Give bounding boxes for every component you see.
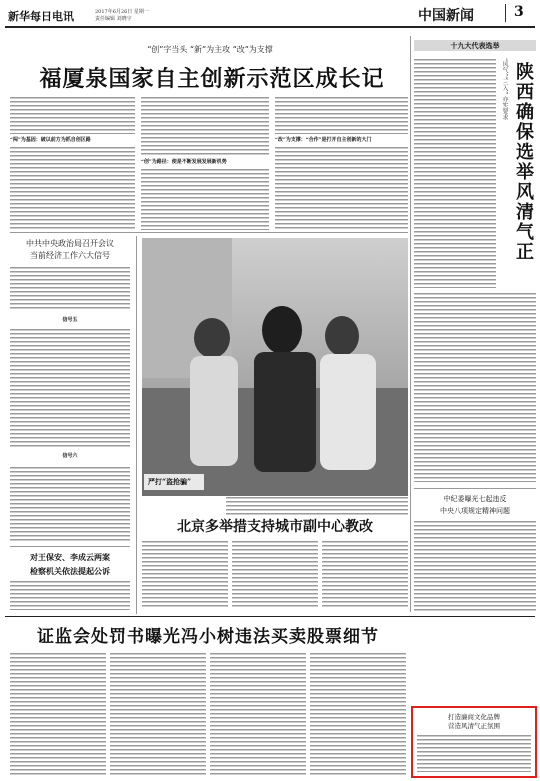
masthead-rule bbox=[5, 26, 535, 28]
left-headline-2: 当前经济工作六大信号 bbox=[30, 251, 110, 260]
lead-body-col-1 bbox=[10, 96, 135, 134]
boxed-body bbox=[417, 734, 531, 772]
left-bottom-headline-2: 检察机关依法提起公诉 bbox=[30, 566, 110, 576]
news-photo bbox=[142, 238, 408, 496]
signal-5-label: 信号五 bbox=[62, 317, 78, 323]
lead-body-col-3b bbox=[275, 146, 408, 230]
paper-name: 新华每日电讯 bbox=[8, 10, 74, 23]
right-headline-1: 中纪委曝光七起违反 bbox=[443, 495, 507, 503]
lead-headline: 福厦泉国家自主创新示范区成长记 bbox=[39, 66, 385, 92]
highlighted-article-box[interactable] bbox=[411, 706, 537, 778]
second-body-2 bbox=[232, 540, 318, 608]
boxed-title-2: 营造风清气正氛围 bbox=[448, 722, 500, 730]
left-col-rule bbox=[136, 236, 137, 614]
lead-subhead-1: “闯”为基因：破以前方为抓自创区路 bbox=[10, 137, 91, 143]
left-body-4 bbox=[10, 580, 130, 610]
page-number: 3 bbox=[514, 4, 524, 20]
second-body-3 bbox=[322, 540, 408, 608]
left-bottom-headline-1: 对王保安、李成云两案 bbox=[30, 552, 110, 562]
lead-subhead-3: “改”为支撑：“合作”是打开自主创新的大门 bbox=[275, 137, 372, 143]
lead-body-col-1b bbox=[10, 146, 135, 230]
section-name: 中国新闻 bbox=[418, 8, 474, 24]
editor-line: 责任编辑 刘晓宇 bbox=[95, 16, 132, 22]
bottom-body-2 bbox=[110, 652, 206, 776]
bottom-story-rule bbox=[5, 616, 535, 617]
lead-body-col-3 bbox=[275, 96, 408, 134]
sidebar-body-text-2 bbox=[414, 292, 536, 482]
photo-caption-label: 严打“盗抢骗” bbox=[148, 477, 192, 486]
sidebar-tag-bar bbox=[414, 40, 536, 51]
left-divider bbox=[10, 546, 130, 547]
sidebar-tag: 十九大代表选举 bbox=[450, 41, 500, 50]
bottom-body-1 bbox=[10, 652, 106, 776]
lead-kicker: “创”字当头 “新”为主攻 “改”为支撑 bbox=[147, 45, 273, 54]
lead-body-col-2 bbox=[141, 96, 269, 156]
sidebar-body-text bbox=[414, 58, 496, 288]
masthead bbox=[0, 0, 540, 28]
signal-6-label: 信号六 bbox=[62, 453, 78, 459]
bottom-body-4 bbox=[310, 652, 406, 776]
date-line: 2017年6月26日 星期一 bbox=[95, 9, 149, 15]
lead-subhead-2: “创”为路径：使是不断发展发展新机势 bbox=[141, 159, 227, 165]
left-body-2 bbox=[10, 328, 130, 448]
sidebar-vertical-title: 陕西确保选举风清气正 bbox=[513, 62, 534, 262]
bottom-body-3 bbox=[210, 652, 306, 776]
left-headline-1: 中共中央政治局召开会议 bbox=[26, 239, 114, 248]
sidebar-vertical-kicker: “风气”“三入” 亦实要求 bbox=[501, 58, 508, 121]
right-lower-divider bbox=[414, 488, 536, 489]
right-headline-2: 中央八项规定精神问题 bbox=[440, 507, 510, 515]
second-body-1 bbox=[142, 540, 228, 608]
left-body-1 bbox=[10, 266, 130, 310]
left-body-3 bbox=[10, 466, 130, 542]
right-col-rule bbox=[410, 36, 411, 612]
right-body-lower bbox=[414, 520, 536, 612]
bottom-headline: 证监会处罚书曝光冯小树违法买卖股票细节 bbox=[37, 627, 379, 647]
boxed-title-1: 打造廉商文化品牌 bbox=[448, 713, 500, 721]
second-headline: 北京多举措支持城市副中心教改 bbox=[177, 519, 373, 535]
photo-caption-text bbox=[226, 496, 408, 516]
lead-body-col-2b bbox=[141, 168, 269, 230]
lead-divider bbox=[10, 232, 408, 233]
masthead-divider bbox=[505, 4, 506, 22]
photo-illustration bbox=[142, 238, 408, 496]
